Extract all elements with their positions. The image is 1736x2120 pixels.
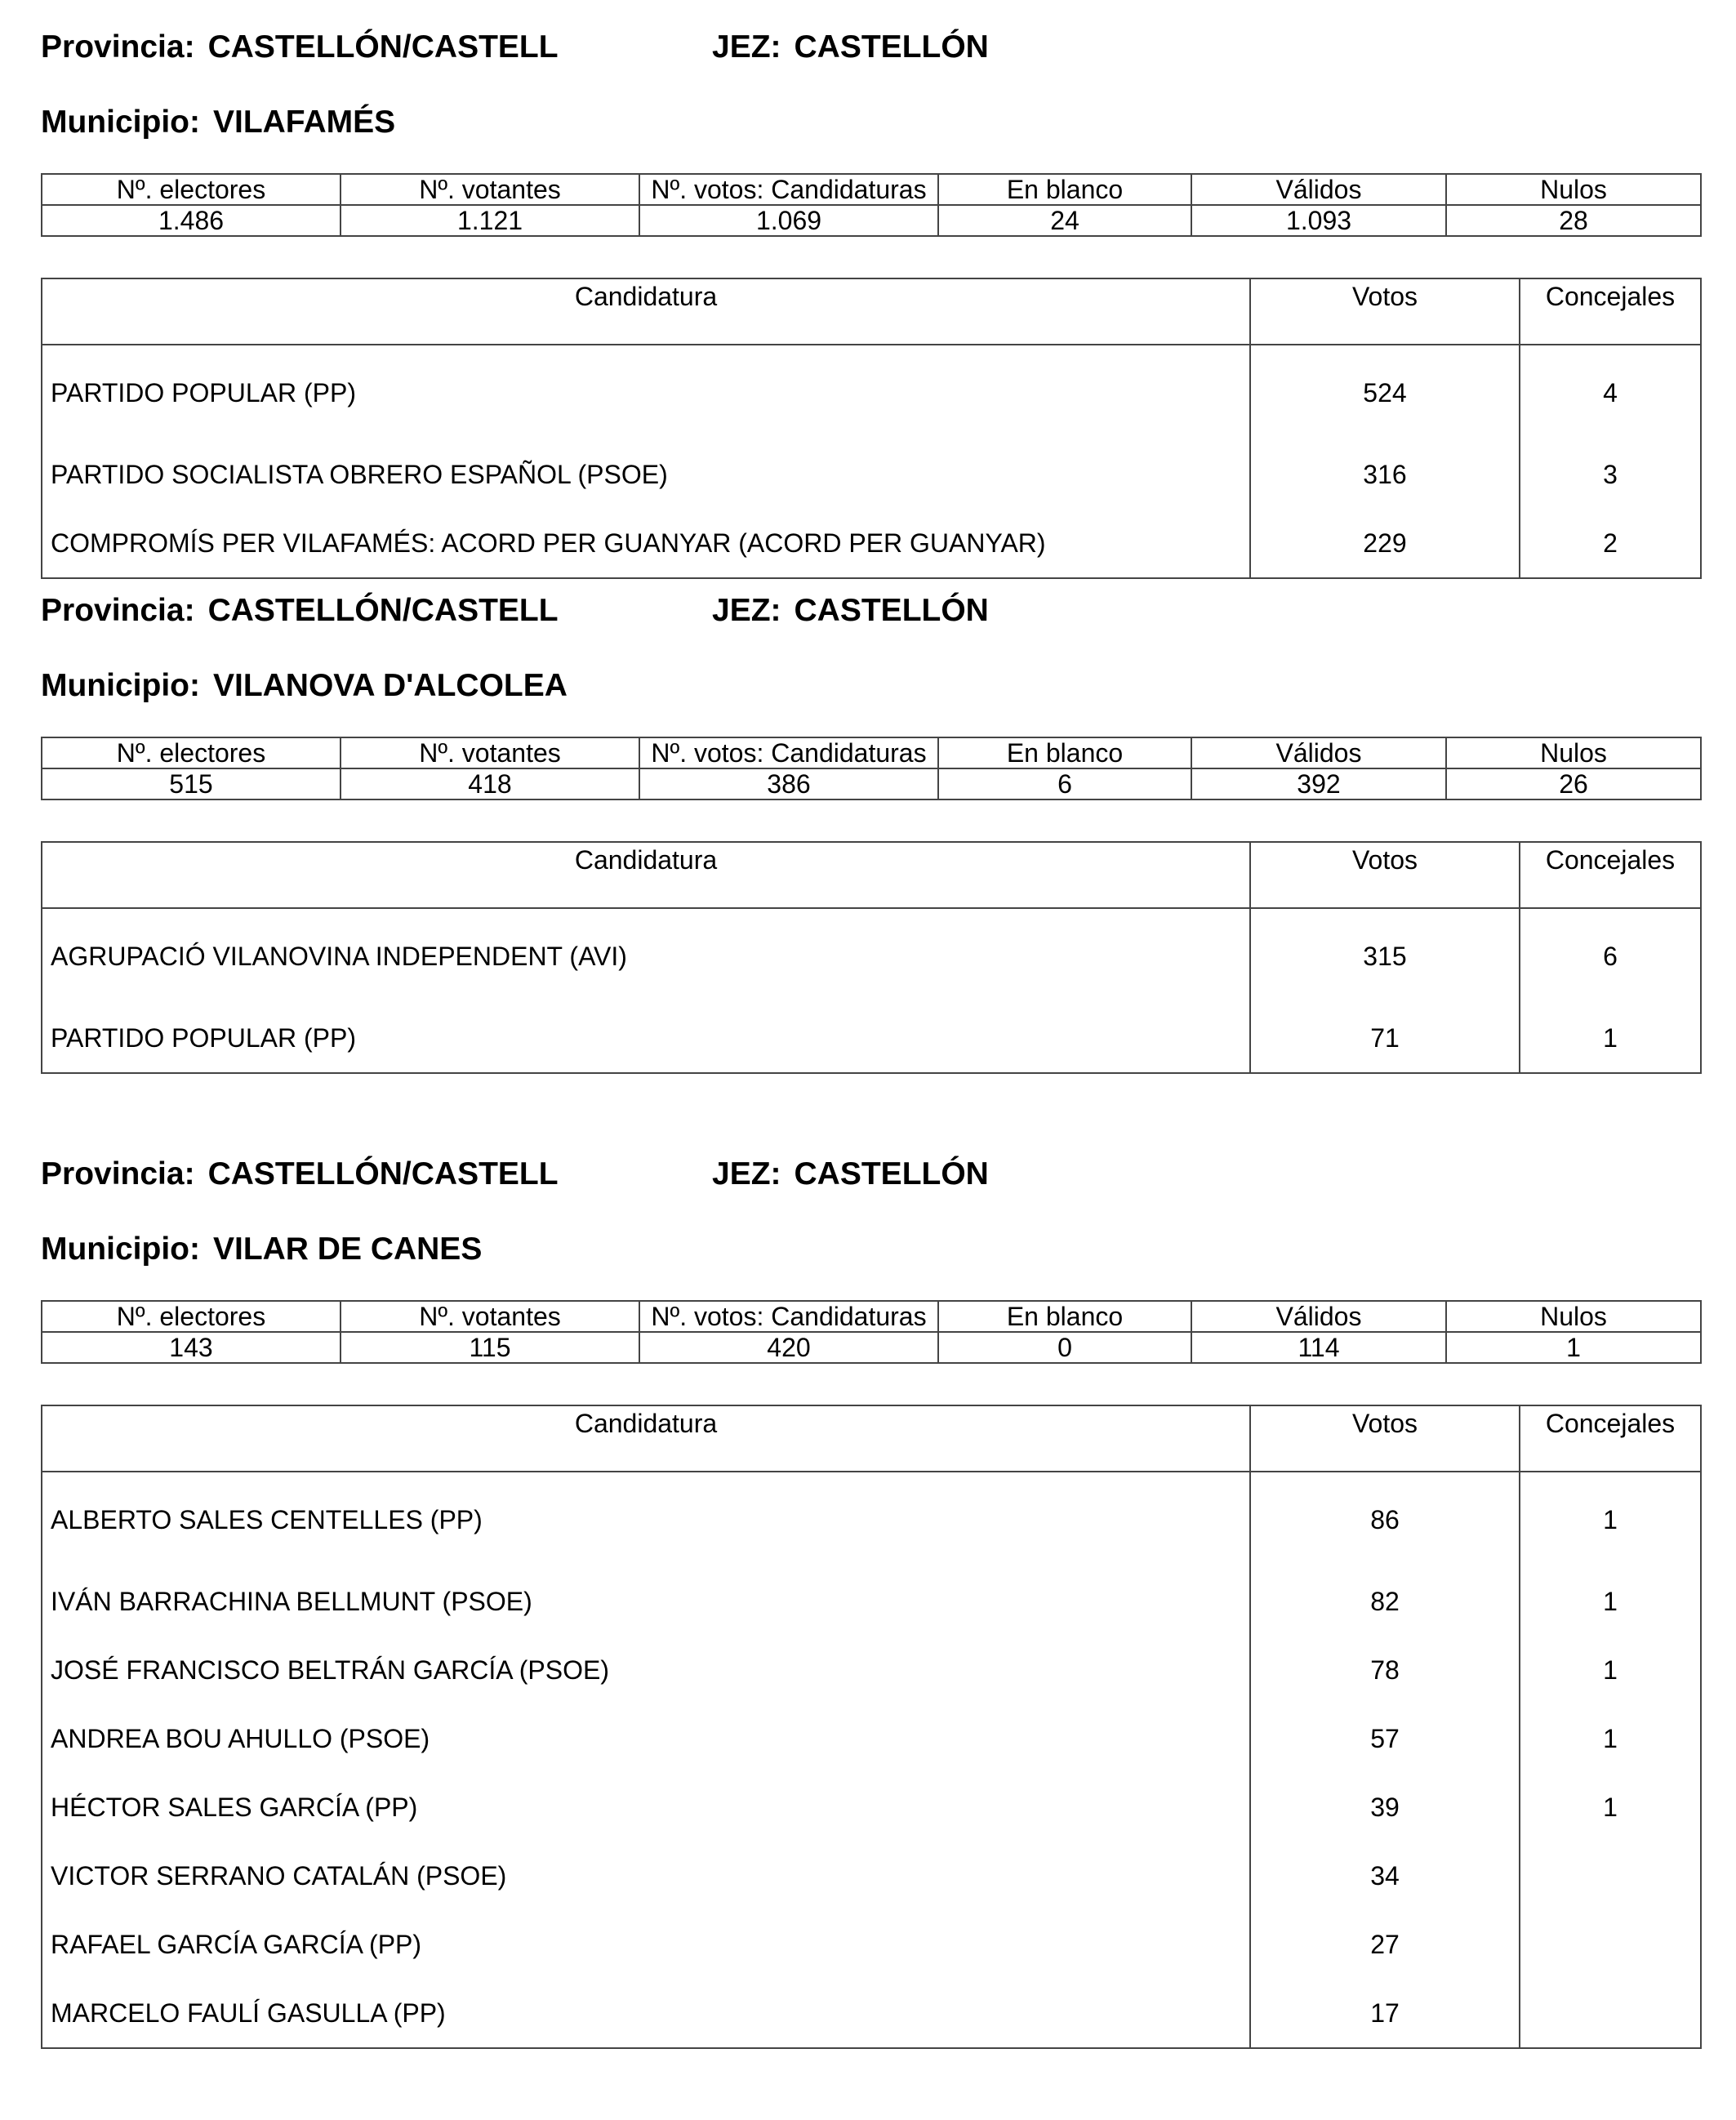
table-row xyxy=(42,908,1701,1004)
candidate-concejales xyxy=(1520,1910,1701,1979)
table-row xyxy=(42,345,1701,440)
jez-label: JEZ: xyxy=(712,593,781,628)
candidate-concejales: 1 xyxy=(1520,1472,1701,1567)
candidatura-header: Candidatura xyxy=(42,1405,1250,1472)
summary-value: 418 xyxy=(341,768,639,799)
candidate-votos: 316 xyxy=(1250,440,1520,509)
provincia-label: Provincia: xyxy=(41,1156,195,1191)
candidate-name: ALBERTO SALES CENTELLES (PP) xyxy=(42,1472,1250,1567)
summary-value: 115 xyxy=(341,1332,639,1363)
candidates-header-row xyxy=(42,842,1701,908)
candidate-votos: 71 xyxy=(1250,1004,1520,1073)
summary-values-row xyxy=(42,205,1701,236)
summary-header: Nulos xyxy=(1446,174,1701,205)
candidate-name: IVÁN BARRACHINA BELLMUNT (PSOE) xyxy=(42,1567,1250,1636)
jez-label: JEZ: xyxy=(712,29,781,65)
table-row xyxy=(42,1004,1701,1073)
candidate-name: MARCELO FAULÍ GASULLA (PP) xyxy=(42,1979,1250,2048)
summary-value: 515 xyxy=(42,768,341,799)
summary-value: 1.069 xyxy=(639,205,938,236)
summary-value: 28 xyxy=(1446,205,1701,236)
provincia-label: Provincia: xyxy=(41,29,195,65)
candidate-concejales: 4 xyxy=(1520,345,1701,440)
candidate-name: PARTIDO SOCIALISTA OBRERO ESPAÑOL (PSOE) xyxy=(42,440,1250,509)
candidate-votos: 34 xyxy=(1250,1842,1520,1910)
municipio-line xyxy=(41,103,395,142)
summary-value: 0 xyxy=(938,1332,1191,1363)
jez-value: CASTELLÓN xyxy=(794,593,989,628)
table-row xyxy=(42,1979,1701,2048)
summary-value: 114 xyxy=(1191,1332,1446,1363)
candidate-votos: 57 xyxy=(1250,1704,1520,1773)
candidate-votos: 27 xyxy=(1250,1910,1520,1979)
candidate-votos: 524 xyxy=(1250,345,1520,440)
municipio-value: VILANOVA D'ALCOLEA xyxy=(212,668,568,703)
table-row xyxy=(42,440,1701,509)
candidate-name: HÉCTOR SALES GARCÍA (PP) xyxy=(42,1773,1250,1842)
summary-header: En blanco xyxy=(938,737,1191,768)
votos-header: Votos xyxy=(1250,1405,1520,1472)
summary-value: 1.486 xyxy=(42,205,341,236)
candidate-concejales: 1 xyxy=(1520,1704,1701,1773)
candidate-name: JOSÉ FRANCISCO BELTRÁN GARCÍA (PSOE) xyxy=(42,1636,1250,1704)
provincia-value: CASTELLÓN/CASTELL xyxy=(207,1156,559,1191)
summary-header: Nº. electores xyxy=(42,737,341,768)
concejales-header: Concejales xyxy=(1520,842,1701,908)
jez-line xyxy=(712,28,989,67)
summary-values-row xyxy=(42,1332,1701,1363)
summary-header: Nº. votantes xyxy=(341,1301,639,1332)
summary-header: En blanco xyxy=(938,174,1191,205)
provincia-line xyxy=(41,1155,574,1194)
candidates-table xyxy=(41,278,1702,579)
summary-header: Válidos xyxy=(1191,737,1446,768)
summary-header: Nulos xyxy=(1446,737,1701,768)
summary-header: Nulos xyxy=(1446,1301,1701,1332)
table-row xyxy=(42,1567,1701,1636)
candidate-concejales: 1 xyxy=(1520,1567,1701,1636)
summary-table xyxy=(41,173,1702,237)
candidate-votos: 315 xyxy=(1250,908,1520,1004)
provincia-label: Provincia: xyxy=(41,593,195,628)
summary-value: 143 xyxy=(42,1332,341,1363)
candidates-table xyxy=(41,1405,1702,2049)
candidate-votos: 86 xyxy=(1250,1472,1520,1567)
candidate-votos: 82 xyxy=(1250,1567,1520,1636)
summary-header: Nº. votantes xyxy=(341,737,639,768)
table-row xyxy=(42,1842,1701,1910)
table-row xyxy=(42,1636,1701,1704)
candidate-name: AGRUPACIÓ VILANOVINA INDEPENDENT (AVI) xyxy=(42,908,1250,1004)
candidate-votos: 39 xyxy=(1250,1773,1520,1842)
candidate-concejales xyxy=(1520,1979,1701,2048)
summary-table xyxy=(41,1300,1702,1364)
candidates-table xyxy=(41,841,1702,1074)
candidate-name: RAFAEL GARCÍA GARCÍA (PP) xyxy=(42,1910,1250,1979)
municipio-label: Municipio: xyxy=(41,668,200,703)
candidates-header-row xyxy=(42,1405,1701,1472)
table-row xyxy=(42,1773,1701,1842)
candidate-votos: 17 xyxy=(1250,1979,1520,2048)
table-row xyxy=(42,1910,1701,1979)
concejales-header: Concejales xyxy=(1520,278,1701,345)
municipio-value: VILAR DE CANES xyxy=(212,1231,483,1267)
provincia-line xyxy=(41,28,574,67)
summary-value: 6 xyxy=(938,768,1191,799)
municipio-label: Municipio: xyxy=(41,105,200,140)
candidate-name: COMPROMÍS PER VILAFAMÉS: ACORD PER GUANYAR (ACORD PER GUANYAR) xyxy=(42,509,1250,578)
candidatura-header: Candidatura xyxy=(42,842,1250,908)
summary-value: 24 xyxy=(938,205,1191,236)
concejales-header: Concejales xyxy=(1520,1405,1701,1472)
summary-value: 392 xyxy=(1191,768,1446,799)
jez-value: CASTELLÓN xyxy=(794,1156,989,1191)
candidates-header-row xyxy=(42,278,1701,345)
candidate-name: PARTIDO POPULAR (PP) xyxy=(42,1004,1250,1073)
candidatura-header: Candidatura xyxy=(42,278,1250,345)
summary-value: 386 xyxy=(639,768,938,799)
candidate-concejales: 1 xyxy=(1520,1004,1701,1073)
summary-header-row xyxy=(42,174,1701,205)
candidate-name: PARTIDO POPULAR (PP) xyxy=(42,345,1250,440)
summary-value: 1 xyxy=(1446,1332,1701,1363)
jez-line xyxy=(712,1155,989,1194)
summary-value: 1.121 xyxy=(341,205,639,236)
summary-value: 1.093 xyxy=(1191,205,1446,236)
candidate-concejales: 6 xyxy=(1520,908,1701,1004)
provincia-value: CASTELLÓN/CASTELL xyxy=(207,593,559,628)
table-row xyxy=(42,1472,1701,1567)
summary-header: Nº. electores xyxy=(42,1301,341,1332)
candidate-name: ANDREA BOU AHULLO (PSOE) xyxy=(42,1704,1250,1773)
candidate-concejales: 2 xyxy=(1520,509,1701,578)
summary-header: Nº. votos: Candidaturas xyxy=(639,174,938,205)
summary-header: En blanco xyxy=(938,1301,1191,1332)
summary-header-row xyxy=(42,737,1701,768)
candidate-name: VICTOR SERRANO CATALÁN (PSOE) xyxy=(42,1842,1250,1910)
summary-header: Válidos xyxy=(1191,174,1446,205)
summary-value: 26 xyxy=(1446,768,1701,799)
jez-line xyxy=(712,591,989,630)
table-row xyxy=(42,509,1701,578)
provincia-value: CASTELLÓN/CASTELL xyxy=(207,29,559,65)
summary-values-row xyxy=(42,768,1701,799)
summary-header-row xyxy=(42,1301,1701,1332)
summary-header: Nº. electores xyxy=(42,174,341,205)
candidate-votos: 229 xyxy=(1250,509,1520,578)
summary-value: 420 xyxy=(639,1332,938,1363)
votos-header: Votos xyxy=(1250,842,1520,908)
votos-header: Votos xyxy=(1250,278,1520,345)
summary-table xyxy=(41,737,1702,800)
provincia-line xyxy=(41,591,574,630)
municipio-line xyxy=(41,666,568,706)
candidate-concejales: 3 xyxy=(1520,440,1701,509)
municipio-line xyxy=(41,1230,482,1269)
municipio-value: VILAFAMÉS xyxy=(212,105,396,140)
municipio-label: Municipio: xyxy=(41,1231,200,1267)
candidate-concejales xyxy=(1520,1842,1701,1910)
table-row xyxy=(42,1704,1701,1773)
candidate-concejales: 1 xyxy=(1520,1636,1701,1704)
summary-header: Nº. votantes xyxy=(341,174,639,205)
jez-value: CASTELLÓN xyxy=(794,29,989,65)
jez-label: JEZ: xyxy=(712,1156,781,1191)
summary-header: Nº. votos: Candidaturas xyxy=(639,737,938,768)
summary-header: Válidos xyxy=(1191,1301,1446,1332)
candidate-concejales: 1 xyxy=(1520,1773,1701,1842)
candidate-votos: 78 xyxy=(1250,1636,1520,1704)
summary-header: Nº. votos: Candidaturas xyxy=(639,1301,938,1332)
